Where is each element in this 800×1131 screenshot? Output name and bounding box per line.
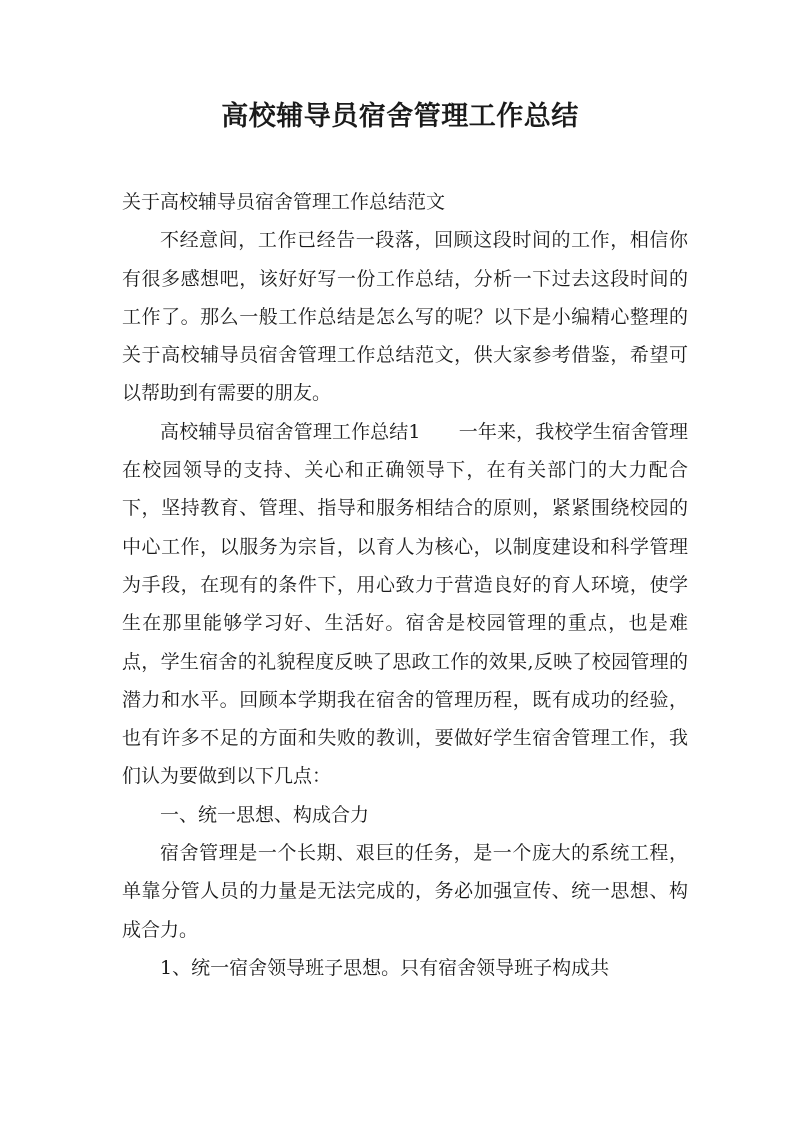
- summary-paragraph: 高校辅导员宿舍管理工作总结1 一年来，我校学生宿舍管理在校园领导的支持、关心和正确领导下，在有关部门的大力配合下，坚持教育、管理、指导和服务相结合的原则，紧紧围绕校园的中心工作，以服务为宗旨，以育人为核心，以制度建设和科学管理为手段，在现有的条件下，用心致力于营造良好的育人环境，使学生在那里能够学习好、生活好。宿舍是校园管理的重点，也是难点，学生宿舍的礼貌程度反映了思政工作的效果,反映了校园管理的潜力和水平。回顾本学期我在宿舍的管理历程，既有成功的经验，也有许多不足的方面和失败的教训，要做好学生宿舍管理工作，我们认为要做到以下几点：: [122, 420, 688, 788]
- intro-paragraph: 不经意间，工作已经告一段落，回顾这段时间的工作，相信你有很多感想吧，该好好写一份工作总结，分析一下过去这段时间的工作了。那么一般工作总结是怎么写的呢？以下是小编精心整理的关于高校辅导员宿舍管理工作总结范文，供大家参考借鉴，希望可以帮助到有需要的朋友。: [122, 229, 688, 405]
- section-paragraph: 宿舍管理是一个长期、艰巨的任务，是一个庞大的系统工程，单靠分管人员的力量是无法完成的，务必加强宣传、统一思想、构成合力。: [122, 842, 688, 941]
- document-title: 高校辅导员宿舍管理工作总结: [221, 101, 579, 132]
- subtitle-paragraph: 关于高校辅导员宿舍管理工作总结范文: [122, 191, 446, 213]
- section-heading: 一、统一思想、构成合力: [160, 803, 370, 826]
- point-paragraph: 1、统一宿舍领导班子思想。只有宿舍领导班子构成共: [160, 956, 610, 979]
- document-body: [122, 183, 688, 987]
